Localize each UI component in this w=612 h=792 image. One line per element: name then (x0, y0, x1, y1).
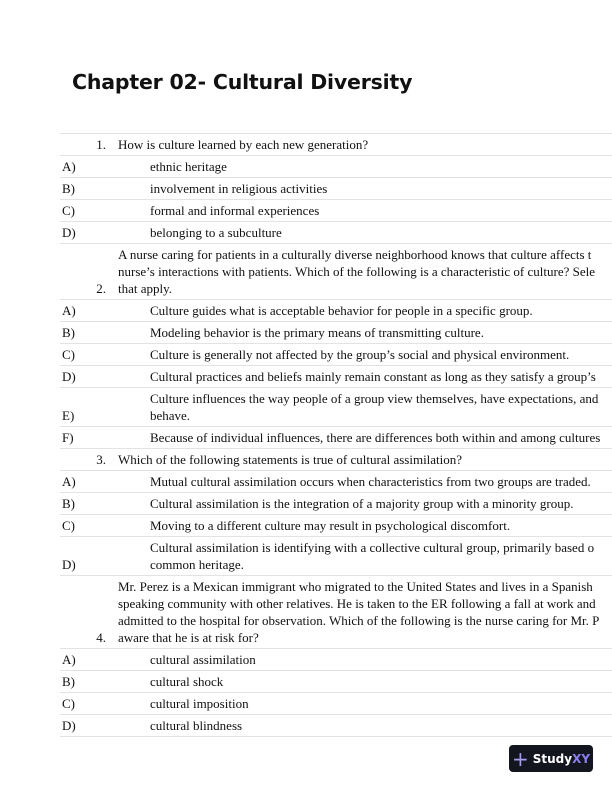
text-line: Cultural practices and beliefs mainly remain constant as long as they satisfy a group’s (150, 369, 596, 384)
option-text (150, 429, 612, 446)
answer-option-row (60, 299, 612, 321)
option-text (150, 390, 612, 424)
question-row (60, 575, 612, 648)
text-line: belonging to a subculture (150, 225, 282, 240)
answer-option-row (60, 514, 612, 536)
text-line: nurse’s interactions with patients. Which of the following is a characteristic of culture? Sele (118, 264, 596, 279)
option-letter: A) (62, 652, 76, 667)
question-text (118, 451, 612, 468)
answer-option-row (60, 714, 612, 737)
logo-text-accent: XY (572, 751, 591, 766)
question-row (60, 448, 612, 470)
option-letter: D) (62, 718, 76, 733)
option-text (150, 717, 612, 734)
option-letter: E) (62, 408, 75, 423)
answer-option-row (60, 343, 612, 365)
option-letter: B) (62, 325, 75, 340)
text-line: Culture is generally not affected by the group’s social and physical environment. (150, 347, 570, 362)
text-line: A nurse caring for patients in a culturally diverse neighborhood knows that culture affects t (118, 247, 592, 262)
text-line: cultural blindness (150, 718, 243, 733)
question-row (60, 133, 612, 155)
text-line: Cultural assimilation is identifying with a collective cultural group, primarily based o (150, 540, 595, 555)
option-letter: A) (62, 474, 76, 489)
text-line: ethnic heritage (150, 159, 227, 174)
text-line: cultural imposition (150, 696, 249, 711)
answer-option-row (60, 492, 612, 514)
option-text (150, 180, 612, 197)
page-title: Chapter 02- Cultural Diversity (72, 70, 413, 94)
answer-option-row (60, 321, 612, 343)
text-line: Mutual cultural assimilation occurs when characteristics from two groups are traded. (150, 474, 591, 489)
option-letter: C) (62, 347, 75, 362)
answer-option-row (60, 221, 612, 243)
text-line: Cultural assimilation is the integration of a majority group with a minority group. (150, 496, 574, 511)
option-text (150, 368, 612, 385)
text-line: formal and informal experiences (150, 203, 320, 218)
question-number: 2. (96, 281, 106, 296)
text-line: Culture influences the way people of a group view themselves, have expectations, and (150, 391, 599, 406)
option-text (150, 346, 612, 363)
text-line: How is culture learned by each new generation? (118, 137, 369, 152)
option-letter: F) (62, 430, 74, 445)
text-line: Modeling behavior is the primary means of transmitting culture. (150, 325, 484, 340)
answer-option-row (60, 365, 612, 387)
question-text (118, 246, 612, 297)
text-line: Mr. Perez is a Mexican immigrant who migrated to the United States and lives in a Spanish (118, 579, 593, 594)
text-line: involvement in religious activities (150, 181, 328, 196)
option-letter: C) (62, 518, 75, 533)
option-text (150, 539, 612, 573)
answer-option-row (60, 155, 612, 177)
option-text (150, 673, 612, 690)
option-text (150, 224, 612, 241)
question-number: 1. (96, 137, 106, 152)
text-line: Which of the following statements is true of cultural assimilation? (118, 452, 463, 467)
logo-text: Study (532, 751, 573, 766)
studyxy-logo[interactable] (509, 745, 593, 772)
option-letter: D) (62, 225, 76, 240)
option-letter: A) (62, 303, 76, 318)
question-text (118, 136, 612, 153)
text-line: aware that he is at risk for? (118, 630, 259, 645)
text-line: that apply. (118, 281, 173, 296)
question-table (60, 133, 612, 737)
text-line: behave. (150, 408, 191, 423)
answer-option-row (60, 670, 612, 692)
option-text (150, 517, 612, 534)
text-line: cultural assimilation (150, 652, 256, 667)
option-letter: B) (62, 496, 75, 511)
answer-option-row (60, 648, 612, 670)
option-text (150, 158, 612, 175)
option-text (150, 651, 612, 668)
text-line: common heritage. (150, 557, 244, 572)
text-line: Culture guides what is acceptable behavior for people in a specific group. (150, 303, 533, 318)
plus-icon: + (511, 746, 529, 771)
option-text (150, 473, 612, 490)
option-letter: B) (62, 181, 75, 196)
answer-option-row (60, 199, 612, 221)
text-line: Moving to a different culture may result in psychological discomfort. (150, 518, 511, 533)
option-text (150, 695, 612, 712)
option-letter: C) (62, 696, 75, 711)
option-letter: C) (62, 203, 75, 218)
answer-option-row (60, 470, 612, 492)
text-line: admitted to the hospital for observation. Which of the following is the nurse caring for Mr. P (118, 613, 600, 628)
text-line: cultural shock (150, 674, 224, 689)
option-text (150, 202, 612, 219)
option-text (150, 495, 612, 512)
answer-option-row (60, 387, 612, 426)
text-line: Because of individual influences, there are differences both within and among cultures (150, 430, 601, 445)
text-line: speaking community with other relatives. He is taken to the ER following a fall at work and (118, 596, 596, 611)
question-number: 3. (96, 452, 106, 467)
answer-option-row (60, 426, 612, 448)
question-number: 4. (96, 630, 106, 645)
question-row (60, 243, 612, 299)
answer-option-row (60, 692, 612, 714)
option-text (150, 302, 612, 319)
option-letter: D) (62, 369, 76, 384)
option-letter: D) (62, 557, 76, 572)
option-letter: A) (62, 159, 76, 174)
question-text (118, 578, 612, 646)
answer-option-row (60, 177, 612, 199)
option-letter: B) (62, 674, 75, 689)
option-text (150, 324, 612, 341)
answer-option-row (60, 536, 612, 575)
